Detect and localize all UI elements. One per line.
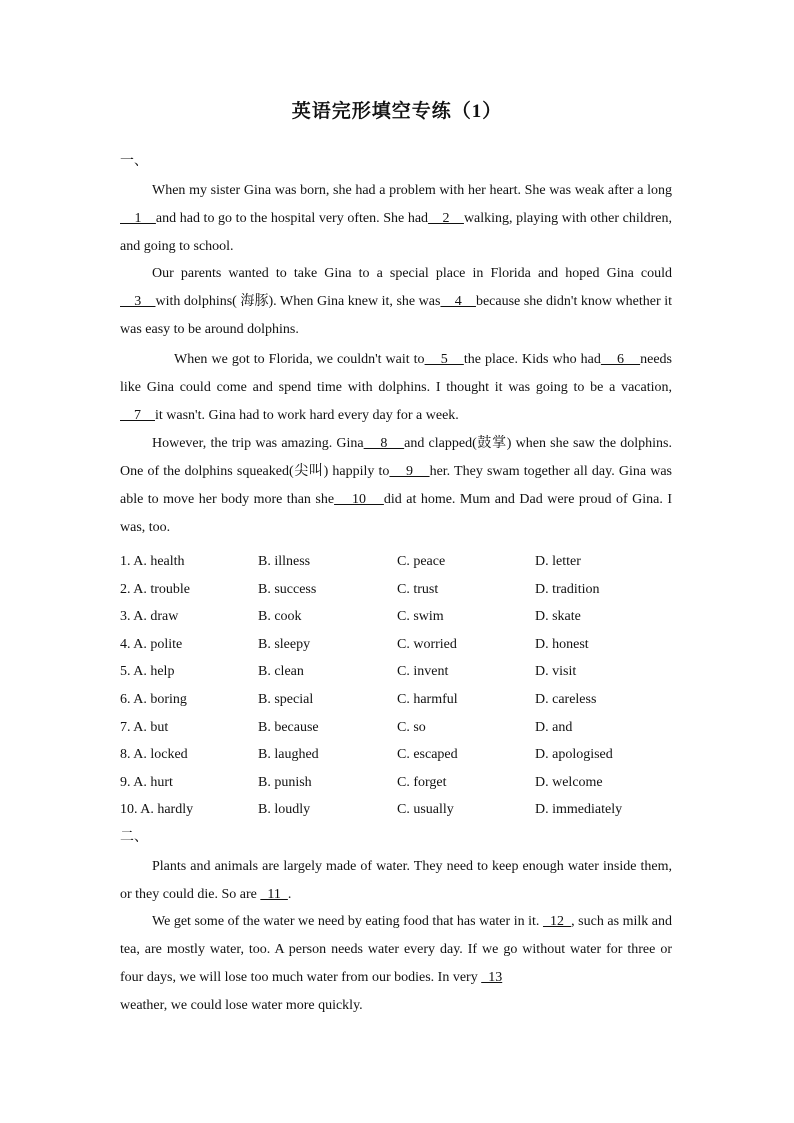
blank-6[interactable]: 6 (600, 352, 641, 367)
blank-13[interactable]: 13 (481, 970, 503, 985)
option-b[interactable]: B. loudly (258, 802, 311, 818)
section-2-label: 二、 (120, 830, 148, 845)
option-a[interactable]: 3. A. draw (120, 609, 179, 625)
option-b[interactable]: B. cook (258, 609, 302, 625)
blank-7[interactable]: 7 (120, 408, 155, 423)
option-b[interactable]: B. clean (258, 664, 304, 680)
option-c[interactable]: C. worried (397, 636, 457, 652)
blank-3[interactable]: 3 (120, 294, 156, 309)
passage-2-paragraph-1: Plants and animals are largely made of water. They need to keep enough water inside them, or they could die. So are 11 . (120, 859, 672, 902)
option-d[interactable]: D. welcome (535, 774, 603, 790)
option-b[interactable]: B. sleepy (258, 636, 311, 652)
option-d[interactable]: D. visit (535, 664, 577, 680)
option-a[interactable]: 10. A. hardly (120, 802, 194, 818)
option-c[interactable]: C. harmful (397, 691, 458, 707)
option-a[interactable]: 9. A. hurt (120, 774, 173, 790)
option-c[interactable]: C. usually (397, 802, 454, 818)
blank-1[interactable]: 1 (120, 211, 156, 226)
option-d[interactable]: D. skate (535, 609, 581, 625)
option-row (120, 548, 680, 576)
option-row (120, 769, 680, 797)
passage-1-paragraph-1: When my sister Gina was born, she had a problem with her heart. She was weak after a long 1 and had to go to the hospital very often. She had 2 walking, playing with other children, and going to school. (120, 183, 673, 254)
blank-4[interactable]: 4 (440, 294, 476, 309)
passage-1-paragraph-2: Our parents wanted to take Gina to a special place in Florida and hoped Gina could 3 with dolphins( 海豚). When Gina knew it, she was 4 because she didn't know whether it was easy to be around dolphins. (120, 266, 673, 337)
blank-11[interactable]: 11 (260, 887, 288, 902)
blank-8[interactable]: 8 (363, 436, 405, 451)
option-b[interactable]: B. success (258, 581, 317, 597)
blank-2[interactable]: 2 (428, 211, 464, 226)
option-b[interactable]: B. illness (258, 554, 311, 569)
option-row (120, 741, 680, 769)
option-c[interactable]: C. peace (397, 554, 446, 569)
page-title: 英语完形填空专练（1） (291, 101, 503, 122)
option-b[interactable]: B. special (258, 691, 314, 707)
option-c[interactable]: C. swim (397, 609, 444, 625)
passage-1-paragraph-3: When we got to Florida, we couldn't wait to 5 the place. Kids who had 6 needs like Gina could come and spend time with dolphins. I thought it was going to be a vacation, 7 it wasn't. Gina had to work hard every day for a week. (120, 352, 672, 423)
option-c[interactable]: C. trust (397, 581, 439, 597)
option-a[interactable]: 6. A. boring (120, 691, 187, 707)
blank-5[interactable]: 5 (424, 352, 464, 367)
blank-9[interactable]: 9 (389, 464, 430, 479)
passage-1-paragraph-4: However, the trip was amazing. Gina 8 and clapped(鼓掌) when she saw the dolphins. One of the dolphins squeaked(尖叫) happily to 9 her. They swam together all day. Gina was able to move her body more than she 10 did at home. Mum and Dad were proud of Gina. I was, too. (120, 436, 673, 535)
option-d[interactable]: D. immediately (535, 802, 623, 818)
option-a[interactable]: 4. A. polite (120, 636, 183, 652)
option-d[interactable]: D. and (535, 719, 573, 735)
option-c[interactable]: C. so (397, 719, 426, 735)
options-list (120, 548, 680, 824)
option-row (120, 576, 680, 604)
blank-12[interactable]: 12 (542, 914, 572, 929)
option-d[interactable]: D. tradition (535, 581, 600, 597)
option-d[interactable]: D. honest (535, 636, 589, 652)
option-b[interactable]: B. because (258, 719, 319, 735)
option-row (120, 631, 680, 659)
blank-10[interactable]: 10 (334, 492, 384, 507)
option-d[interactable]: D. apologised (535, 747, 613, 763)
option-a[interactable]: 7. A. but (120, 719, 169, 735)
option-a[interactable]: 8. A. locked (120, 747, 188, 763)
option-row (120, 796, 680, 824)
option-c[interactable]: C. escaped (397, 747, 458, 763)
option-c[interactable]: C. forget (397, 774, 447, 790)
option-row (120, 603, 680, 631)
option-row (120, 658, 680, 686)
option-d[interactable]: D. letter (535, 554, 581, 569)
option-a[interactable]: 5. A. help (120, 664, 175, 680)
option-c[interactable]: C. invent (397, 664, 449, 680)
option-d[interactable]: D. careless (535, 691, 597, 707)
option-a[interactable]: 1. A. health (120, 554, 185, 569)
passage-2-paragraph-2: We get some of the water we need by eating food that has water in it. 12 , such as milk and tea, are mostly water, too. A person needs water every day. If we go without water for three or four days, we will lose too much water from our bodies. In very 13 weather, we could lose water more quickly. (120, 914, 673, 1013)
option-row (120, 686, 680, 714)
section-1-label: 一、 (120, 154, 148, 169)
option-row (120, 714, 680, 742)
option-b[interactable]: B. laughed (258, 747, 319, 763)
option-b[interactable]: B. punish (258, 774, 312, 790)
option-a[interactable]: 2. A. trouble (120, 581, 190, 597)
